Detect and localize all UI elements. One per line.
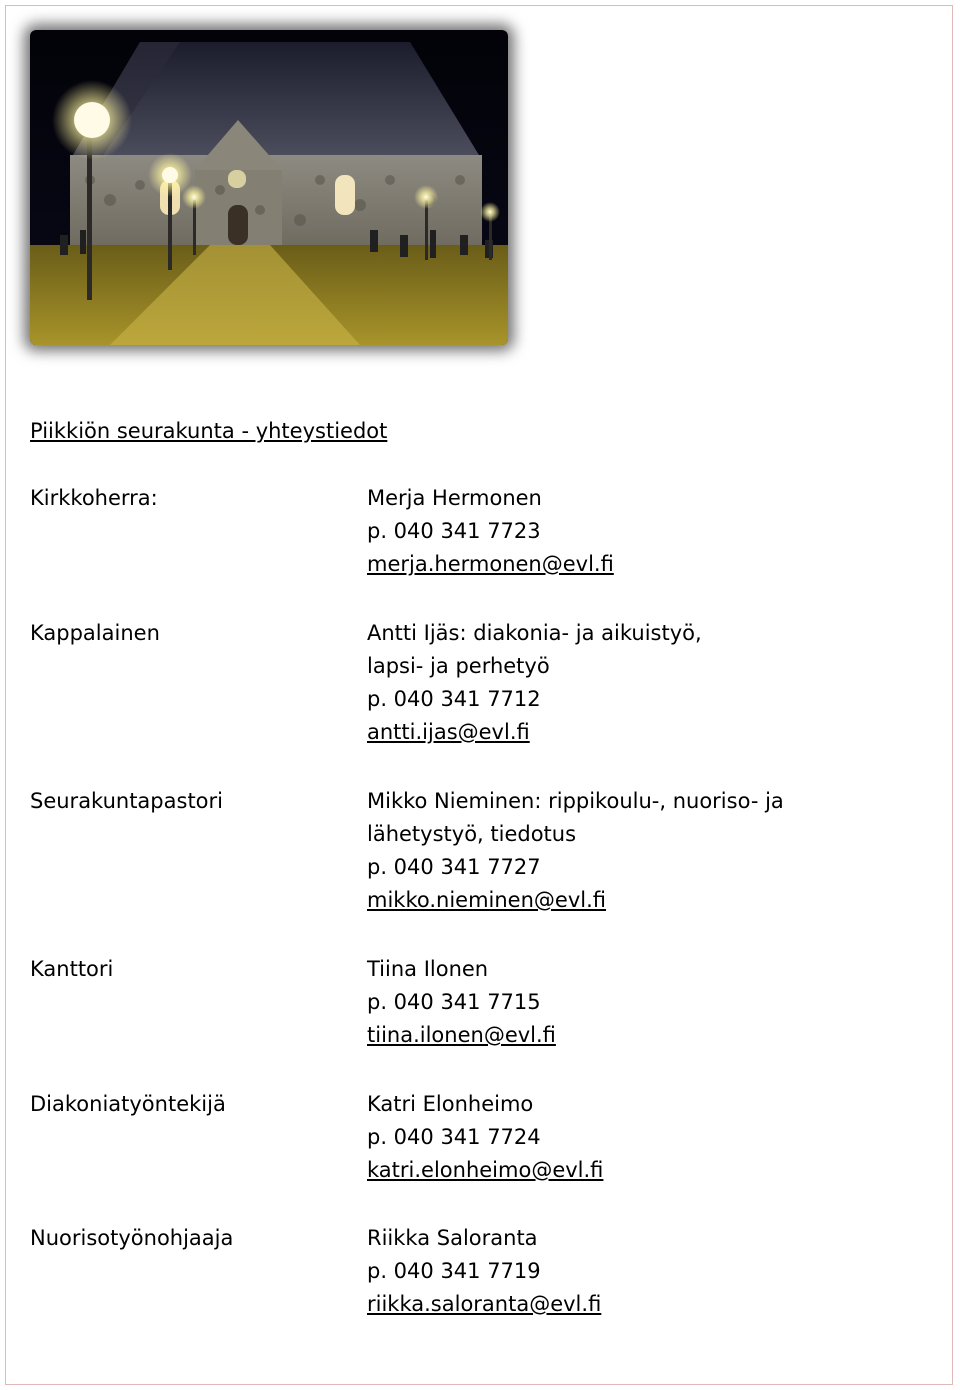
contact-line: Riikka Saloranta [367, 1226, 538, 1250]
contact-line: p. 040 341 7712 [367, 687, 541, 711]
contact-line: Katri Elonheimo [367, 1092, 534, 1116]
contact-line: lapsi- ja perhetyö [367, 654, 550, 678]
contact-role: Kirkkoherra: [30, 486, 158, 510]
contact-email-link[interactable]: antti.ijas@evl.fi [367, 720, 530, 744]
contact-line: p. 040 341 7724 [367, 1125, 541, 1149]
contact-email-link[interactable]: merja.hermonen@evl.fi [367, 552, 614, 576]
page-title: Piikkiön seurakunta - yhteystiedot [30, 419, 388, 443]
contact-email [367, 1288, 601, 1321]
contact-line: Merja Hermonen [367, 486, 542, 510]
contact-details [367, 482, 614, 581]
contact-line: p. 040 341 7723 [367, 519, 541, 543]
contact-email [367, 548, 614, 581]
contact-email-link[interactable]: riikka.saloranta@evl.fi [367, 1292, 602, 1316]
contact-email-link[interactable]: mikko.nieminen@evl.fi [367, 888, 606, 912]
contact-line: p. 040 341 7715 [367, 990, 541, 1014]
contact-role: Diakoniatyöntekijä [30, 1092, 226, 1116]
contact-line: p. 040 341 7727 [367, 855, 541, 879]
contact-details [367, 1222, 601, 1321]
contact-details [367, 785, 784, 917]
contact-role: Kanttori [30, 957, 114, 981]
contact-email [367, 1154, 603, 1187]
church-photo [30, 30, 508, 345]
contact-email [367, 884, 784, 917]
contact-line: Mikko Nieminen: rippikoulu-, nuoriso- ja [367, 789, 784, 813]
contact-line: lähetystyö, tiedotus [367, 822, 577, 846]
contact-email [367, 716, 702, 749]
contact-details [367, 953, 556, 1052]
contact-role: Nuorisotyönohjaaja [30, 1226, 234, 1250]
contact-role: Kappalainen [30, 621, 160, 645]
contact-line: p. 040 341 7719 [367, 1259, 541, 1283]
contact-email [367, 1019, 556, 1052]
contact-email-link[interactable]: tiina.ilonen@evl.fi [367, 1023, 556, 1047]
contact-line: Tiina Ilonen [367, 957, 489, 981]
contact-details [367, 1088, 603, 1187]
contact-role: Seurakuntapastori [30, 789, 223, 813]
contact-email-link[interactable]: katri.elonheimo@evl.fi [367, 1158, 604, 1182]
contact-line: Antti Ijäs: diakonia- ja aikuistyö, [367, 621, 702, 645]
contact-details [367, 617, 702, 749]
